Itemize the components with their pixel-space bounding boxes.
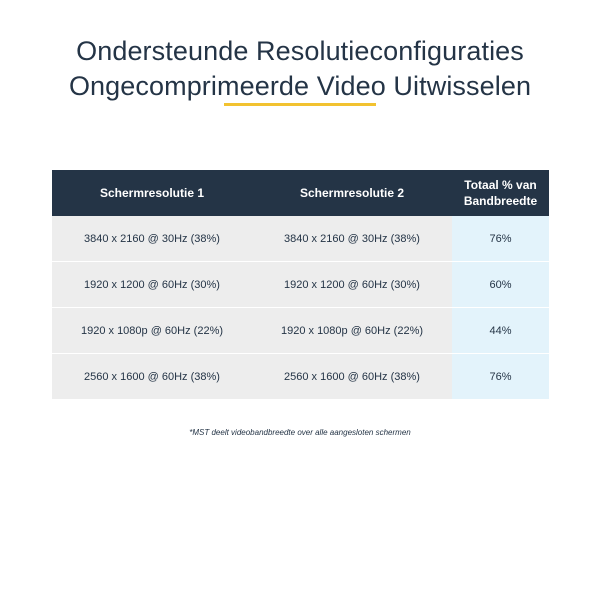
resolution-table [52, 170, 549, 400]
cell-total-bandwidth: 44% [452, 308, 549, 354]
table-header-row [52, 170, 549, 216]
cell-resolution-1: 3840 x 2160 @ 30Hz (38%) [52, 216, 252, 262]
resolution-table-container [52, 170, 549, 400]
cell-resolution-1: 1920 x 1200 @ 60Hz (30%) [52, 262, 252, 308]
table-row [52, 308, 549, 354]
cell-resolution-1: 2560 x 1600 @ 60Hz (38%) [52, 354, 252, 400]
cell-resolution-1: 1920 x 1080p @ 60Hz (22%) [52, 308, 252, 354]
table-row [52, 216, 549, 262]
cell-resolution-2: 1920 x 1080p @ 60Hz (22%) [252, 308, 452, 354]
cell-total-bandwidth: 76% [452, 354, 549, 400]
title-underline [224, 103, 376, 106]
table-row [52, 354, 549, 400]
cell-resolution-2: 2560 x 1600 @ 60Hz (38%) [252, 354, 452, 400]
header-resolution-1: Schermresolutie 1 [52, 170, 252, 216]
title-line-2: Ongecomprimeerde Video Uitwisselen [68, 71, 532, 101]
header-resolution-2: Schermresolutie 2 [252, 170, 452, 216]
page-title [0, 34, 600, 104]
cell-resolution-2: 1920 x 1200 @ 60Hz (30%) [252, 262, 452, 308]
cell-total-bandwidth: 60% [452, 262, 549, 308]
title-line-1: Ondersteunde Resolutieconfiguraties [76, 36, 524, 66]
cell-resolution-2: 3840 x 2160 @ 30Hz (38%) [252, 216, 452, 262]
cell-total-bandwidth: 76% [452, 216, 549, 262]
header-total-bandwidth: Totaal % van Bandbreedte [452, 170, 549, 216]
footnote: *MST deelt videobandbreedte over alle aangesloten schermen [189, 428, 411, 437]
table-row [52, 262, 549, 308]
